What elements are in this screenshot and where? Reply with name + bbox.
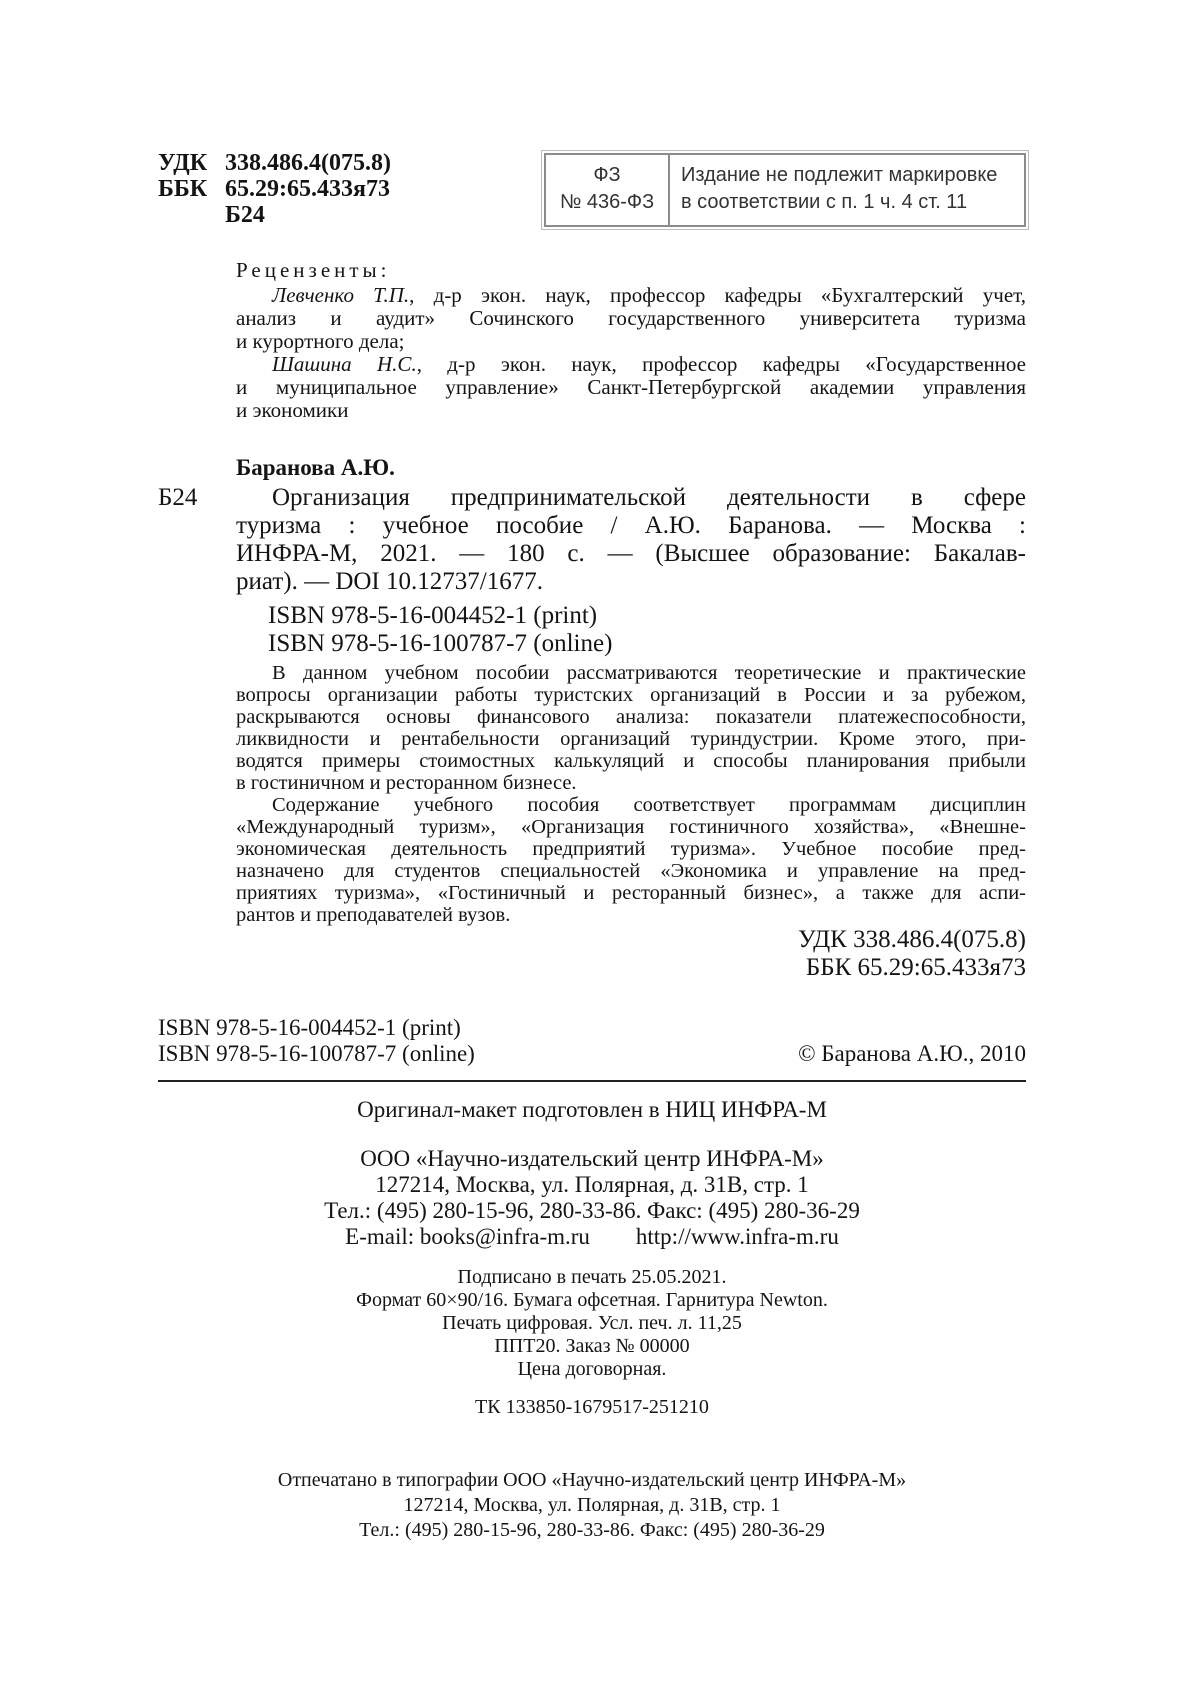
udk-value: 338.486.4(075.8) xyxy=(225,150,391,176)
publisher-phones: Тел.: (495) 280-15-96, 280-33-86. Факс: (495) 280-36-29 xyxy=(324,1198,860,1223)
layout-prepared: Оригинал-макет подготовлен в НИЦ ИНФРА-М xyxy=(357,1097,827,1122)
reviewer-1-name: Левченко Т.П. xyxy=(272,284,410,307)
publisher-name: ООО «Научно-издательский центр ИНФРА-М» xyxy=(360,1146,824,1171)
publisher-website: http://www.infra-m.ru xyxy=(635,1224,839,1249)
udk-label: УДК xyxy=(158,150,208,176)
reviewer-1-line: Левченко Т.П., д-р экон. наук, профессор кафедры «Бухгалтерский учет, xyxy=(272,284,1026,307)
law-note: Издание не подлежит маркировке в соответствии с п. 1 ч. 4 ст. 11 xyxy=(681,164,998,213)
tk-code: ТК 133850-1679517-251210 xyxy=(475,1396,709,1418)
publisher-email: E-mail: books@infra-m.ru xyxy=(345,1224,590,1249)
udk-bbk-right: УДК 338.486.4(075.8) ББК 65.29:65.433я73 xyxy=(797,926,1026,981)
law-reference: ФЗ № 436-ФЗ xyxy=(546,155,670,225)
printed-at: Отпечатано в типографии ООО «Научно-издательский центр ИНФРА-М» 127214, Москва, ул. Полярная, д. 31В, стр. 1 Тел.: (495) 280-15-96, 280-33-86. Факс: (495) 280-36-29 xyxy=(277,1469,907,1541)
bbk-value: 65.29:65.433я73 xyxy=(225,176,390,202)
publisher-address: 127214, Москва, ул. Полярная, д. 31В, стр. 1 xyxy=(375,1172,809,1197)
classification-block xyxy=(158,150,391,228)
author-code: Б24 xyxy=(158,484,198,511)
publisher-info xyxy=(158,1146,1026,1250)
isbn-bottom: ISBN 978-5-16-004452-1 (print) ISBN 978-5-16-100787-7 (online) xyxy=(158,1015,475,1066)
reviewer-2-line: Шашина Н.С., д-р экон. наук, профессор кафедры «Государственное xyxy=(272,353,1026,376)
reviewers-list: Левченко Т.П., д-р экон. наук, профессор кафедры «Бухгалтерский учет, анализ и аудит» Сочинского государственного университета туризма и курортного дела; Шашина Н.С., д-р экон. наук, профессор кафедры «Государственное и муниципальное управление» Санкт-Петербургской академии управления и экономики xyxy=(236,284,1026,422)
divider xyxy=(158,1080,1026,1082)
publisher-contacts xyxy=(158,1224,1026,1250)
abstract: В данном учебном пособии рассматриваются теоретические и практические вопросы организации работы туристских организаций в России и за рубежом, раскрываются основы финансового анализа: показатели платежеспособности, ликвидности и рентабельности организаций туриндустрии. Кроме этого, при- водятся примеры стоимостных калькуляций и способы планирования прибыли в гостиничном и ресторанном бизнесе. Содержание учебного пособия соответствует программам дисциплин «Международный туризм», «Организация гостиничного хозяйства», «Внешне- экономическая деятельность предприятий туризма». Учебное пособие пред- назначено для студентов специальностей «Экономика и управление на пред- приятиях туризма», «Гостиничный и ресторанный бизнес», а также для аспи- рантов и преподавателей вузов. xyxy=(236,662,1026,926)
print-info: Подписано в печать 25.05.2021. Формат 60×90/16. Бумага офсетная. Гарнитура Newton. Печать цифровая. Усл. печ. л. 11,25 ППТ20. Заказ № 00000 Цена договорная. xyxy=(356,1266,828,1380)
reviewers-heading: Рецензенты: xyxy=(236,258,391,282)
bbk-label: ББК xyxy=(158,176,208,202)
isbn-entry: ISBN 978-5-16-004452-1 (print) ISBN 978-5-16-100787-7 (online) xyxy=(268,602,613,657)
copyright: © Баранова А.Ю., 2010 xyxy=(798,1041,1026,1066)
law-marking-box xyxy=(544,153,1026,227)
reviewer-2-name: Шашина Н.С. xyxy=(272,353,417,376)
author-name: Баранова А.Ю. xyxy=(236,455,395,480)
bibliographic-description: Организация предпринимательской деятельности в сфере туризма : учебное пособие / А.Ю. Баранова. — Москва : ИНФРА-М, 2021. — 180 с. — (Высшее образование: Бакалав- риат). — DOI 10.12737/1677. xyxy=(236,484,1026,595)
author-mark: Б24 xyxy=(225,202,265,228)
